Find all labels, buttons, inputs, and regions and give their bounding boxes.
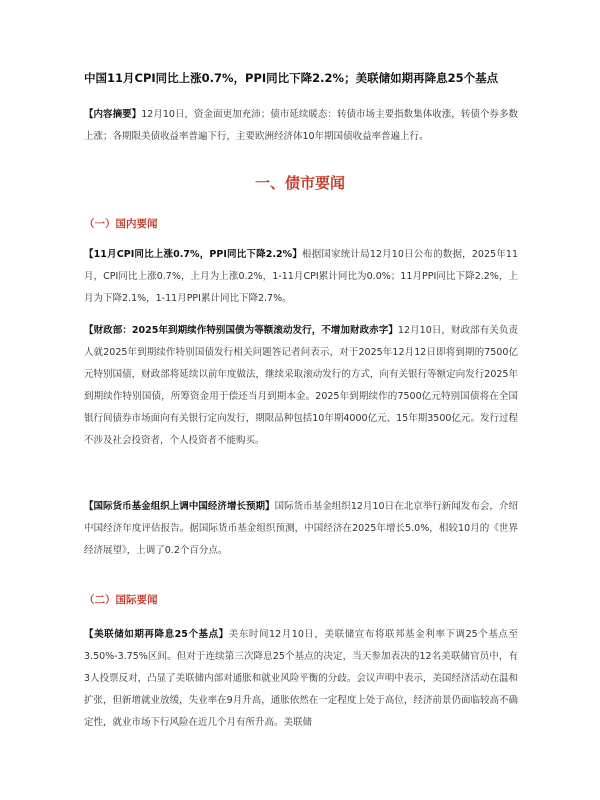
document-title: 中国11月CPI同比上涨0.7%，PPI同比下降2.2%；美联储如期再降息25个基点	[84, 71, 499, 85]
news-item-tag: 【财政部：2025年到期续作特别国债为等额滚动发行，不增加财政赤字】	[84, 325, 398, 336]
news-item-imf-forecast	[84, 496, 518, 562]
summary-paragraph	[84, 104, 518, 148]
subsection-title-domestic: （一）国内要闻	[84, 218, 158, 230]
news-item-fed-rate-cut	[84, 624, 518, 734]
summary-text: 12月10日，资金面更加充沛；债市延续暖态：转债市场主要指数集体收涨，转债个券多数上涨；各期限美债收益率普遍下行，主要欧洲经济体10年期国债收益率普遍上行。	[84, 109, 518, 142]
summary-tag: 【内容摘要】	[84, 109, 142, 120]
news-item-tag: 【11月CPI同比上涨0.7%，PPI同比下降2.2%】	[84, 249, 303, 260]
news-item-text: 12月10日，财政部有关负责人就2025年到期续作特别国债发行相关问题答记者问表示，对于2025年12月12日即将到期的7500亿元特别国债，财政部将延续以前年度做法，继续采取滚动发行的方式，向有关银行等额定向发行2025年到期续作特别国债，所筹资金用于偿还当月到期本金。2025年到期续作的7500亿元特别国债将在全国银行间债券市场面向有关银行定向发行，期限品种包括10年期4000亿元、15年期3500亿元。发行过程不涉及社会投资者，个人投资者不能购买。	[84, 325, 518, 446]
news-item-cpi-ppi	[84, 244, 518, 310]
news-item-text: 美东时间12月10日，美联储宣布将联邦基金利率下调25个基点至3.50%-3.75%区间。但对于连续第三次降息25个基点的决定，当天参加表决的12名美联储官员中，有3人投票反对，凸显了美联储内部对通胀和就业风险平衡的分歧。会议声明中表示，美国经济活动在温和扩张，但新增就业放缓，失业率在9月升高，通胀依然在一定程度上处于高位，经济前景仍面临较高不确定性，就业市场下行风险在近几个月有所升高。美联储	[84, 629, 518, 728]
subsection-title-international: （二）国际要闻	[84, 594, 158, 606]
news-item-text: 根据国家统计局12月10日公布的数据，2025年11月，CPI同比上涨0.7%，上月为上涨0.2%，1-11月CPI累计同比为0.0%；11月PPI同比下降2.2%，上月为下降2.1%，1-11月PPI累计同比下降2.7%。	[84, 249, 518, 304]
news-item-tag: 【美联储如期再降息25个基点】	[84, 629, 229, 640]
section-title-bond-news: 一、债市要闻	[254, 174, 345, 192]
news-item-tag: 【国际货币基金组织上调中国经济增长预期】	[84, 501, 275, 512]
news-item-text: 国际货币基金组织12月10日在北京举行新闻发布会，介绍中国经济年度评估报告。据国际货币基金组织预测，中国经济在2025年增长5.0%，相较10月的《世界经济展望》，上调了0.2个百分点。	[84, 501, 518, 556]
news-item-special-bonds	[84, 320, 518, 452]
